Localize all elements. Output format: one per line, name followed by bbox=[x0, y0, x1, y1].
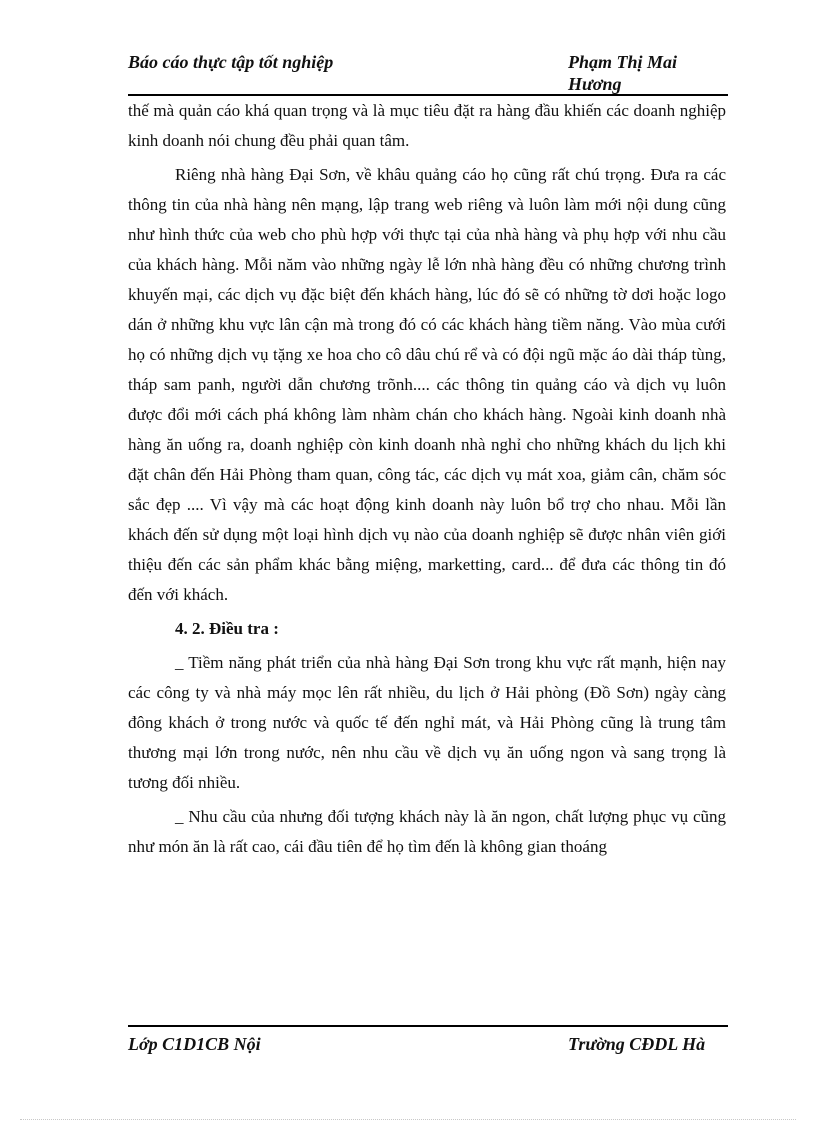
paragraph-potential: _ Tiềm năng phát triển của nhà hàng Đại Sơn trong khu vực rất mạnh, hiện nay các công ty và nhà máy mọc lên rất nhiều, du lịch ở Hải phòng (Đồ Sơn) ngày càng đông khách ở trong nước và quốc tế đến nghỉ mát, và Hải Phòng cũng là trung tâm thương mại lớn trong nước, nên nhu cầu về dịch vụ ăn uống ngon và sang trọng là tương đối nhiều. bbox=[128, 653, 726, 792]
paragraph-customer-needs: _ Nhu cầu của nhưng đối tượng khách này là ăn ngon, chất lượng phục vụ cũng như món ăn là rất cao, cái đầu tiên để họ tìm đến là không gian thoáng bbox=[128, 807, 726, 856]
header-author-name: Phạm Thị Mai Hương bbox=[568, 52, 678, 94]
footer-school-name: Trường CĐDL Hà bbox=[568, 1034, 706, 1054]
section-heading: 4. 2. Điều tra : bbox=[175, 619, 279, 638]
footer-rule bbox=[128, 1025, 728, 1027]
footer-class-name: Lớp C1D1CB Nội bbox=[128, 1034, 261, 1054]
page-body bbox=[128, 96, 726, 866]
paragraph-continued: thế mà quản cáo khá quan trọng và là mục tiêu đặt ra hàng đầu khiến các doanh nghiệp kinh doanh nói chung đều phải quan tâm. bbox=[128, 101, 726, 150]
header-report-title: Báo cáo thực tập tốt nghiệp bbox=[128, 52, 334, 72]
page-bottom-edge bbox=[20, 1119, 796, 1120]
paragraph-advertising: Riêng nhà hàng Đại Sơn, về khâu quảng cáo họ cũng rất chú trọng. Đưa ra các thông tin của nhà hàng nên mạng, lập trang web riêng và luôn làm mới nội dung cũng như hình thức của web cho phù hợp với thực tại của nhà hàng và phụ hợp với nhu cầu của khách hàng. Mỗi năm vào những ngày lễ lớn nhà hàng đều có những chương trình khuyến mại, các dịch vụ đặc biệt đến khách hàng, lúc đó sẽ có những tờ dơi hoặc logo dán ở những khu vực lân cận mà trong đó có các khách hàng tiềm năng. Vào mùa cưới họ có những dịch vụ tặng xe hoa cho cô dâu chú rể và có đội ngũ mặc áo dài tháp tùng, tháp sam panh, người dẫn chương trõnh.... các thông tin quảng cáo và dịch vụ luôn được đổi mới cách phá không làm nhàm chán cho khách hàng. Ngoài kinh doanh nhà hàng ăn uống ra, doanh nghiệp còn kinh doanh nhà nghỉ cho những khách du lịch khi đặt chân đến Hải Phòng tham quan, công tác, các dịch vụ mát xoa, giảm cân, chăm sóc sắc đẹp .... Vì vậy mà các hoạt động kinh doanh này luôn bổ trợ cho nhau. Mỗi lần khách đến sử dụng một loại hình dịch vụ nào của doanh nghiệp sẽ được nhân viên giới thiệu đến các sản phẩm khác bằng miệng, marketting, card... để đưa các thông tin đó đến với khách. bbox=[128, 165, 726, 604]
